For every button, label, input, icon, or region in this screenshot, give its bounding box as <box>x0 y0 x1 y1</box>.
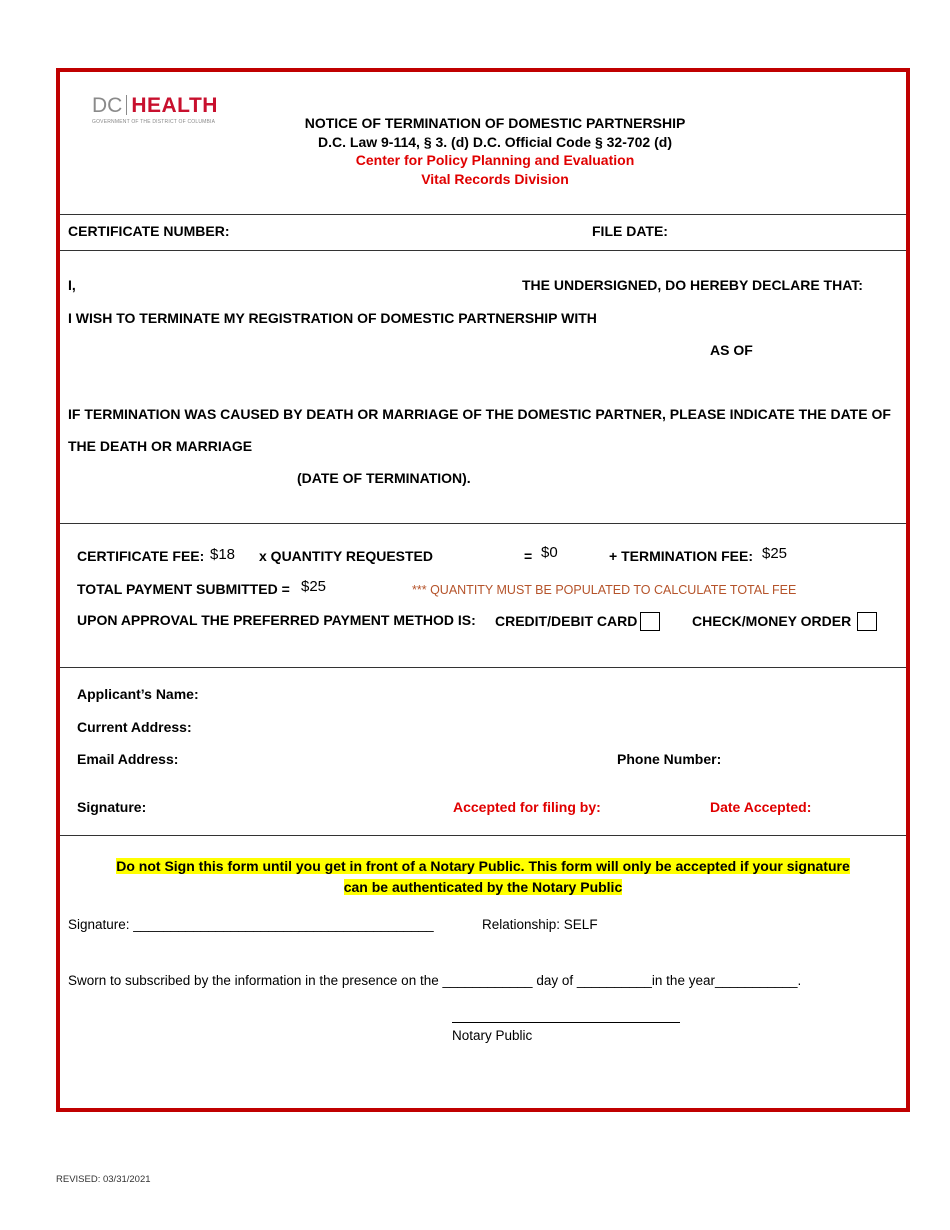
current-address-label: Current Address: <box>77 719 192 735</box>
credit-debit-label: CREDIT/DEBIT CARD <box>495 613 638 629</box>
notary-warning-line2: can be authenticated by the Notary Public <box>343 879 623 895</box>
quantity-note: *** QUANTITY MUST BE POPULATED TO CALCULATE TOTAL FEE <box>412 583 797 597</box>
accepted-for-filing-label: Accepted for filing by: <box>453 799 601 815</box>
divider <box>60 214 906 215</box>
date-of-termination-label: (DATE OF TERMINATION). <box>297 470 471 486</box>
terminate-statement: I WISH TO TERMINATE MY REGISTRATION OF DOMESTIC PARTNERSHIP WITH <box>68 310 597 326</box>
check-money-order-option[interactable] <box>692 612 877 631</box>
logo-subtitle: GOVERNMENT OF THE DISTRICT OF COLUMBIA <box>92 119 216 125</box>
equals-sign: = <box>524 548 533 564</box>
file-date-label: FILE DATE: <box>592 223 668 239</box>
signature-label: Signature: <box>77 799 147 815</box>
form-frame <box>56 68 910 1112</box>
notary-signature-line: Signature: ________________________________________ <box>68 917 434 932</box>
divider <box>60 523 906 524</box>
divider <box>60 667 906 668</box>
applicant-name-label: Applicant’s Name: <box>77 686 199 702</box>
credit-debit-checkbox[interactable] <box>640 612 660 631</box>
certificate-fee-value: $18 <box>210 546 236 563</box>
center-name: Center for Policy Planning and Evaluation <box>355 152 635 168</box>
i-label: I, <box>68 277 76 293</box>
notary-warning <box>70 856 896 898</box>
as-of-label: AS OF <box>710 342 753 358</box>
logo-divider <box>126 95 127 115</box>
termination-fee-label: + TERMINATION FEE: <box>609 548 754 564</box>
quantity-requested-label: x QUANTITY REQUESTED <box>259 548 433 564</box>
check-money-order-checkbox[interactable] <box>857 612 877 631</box>
form-law-reference: D.C. Law 9-114, § 3. (d) D.C. Official Code § 32-702 (d) <box>318 133 672 150</box>
death-marriage-label: THE DEATH OR MARRIAGE <box>68 438 253 454</box>
dc-health-logo <box>92 94 218 125</box>
notary-warning-line1: Do not Sign this form until you get in front of a Notary Public. This form will only be accepted if your signature <box>116 858 850 874</box>
check-money-order-label: CHECK/MONEY ORDER <box>692 613 852 629</box>
payment-method-label: UPON APPROVAL THE PREFERRED PAYMENT METHOD IS: <box>77 612 476 628</box>
subtotal-value: $0 <box>541 544 558 561</box>
division-name: Vital Records Division <box>421 170 569 187</box>
sworn-statement: Sworn to subscribed by the information in the presence on the ____________ day of __________in the year___________. <box>68 973 802 988</box>
divider <box>60 250 906 251</box>
divider <box>60 835 906 836</box>
total-payment-value: $25 <box>301 578 327 595</box>
relationship-label: Relationship: SELF <box>482 917 598 932</box>
revised-date: REVISED: 03/31/2021 <box>56 1174 151 1185</box>
certificate-fee-label: CERTIFICATE FEE: <box>77 548 205 564</box>
phone-number-label: Phone Number: <box>617 751 722 767</box>
email-address-label: Email Address: <box>77 751 179 767</box>
logo-dc-text: DC <box>92 94 123 117</box>
form-title: NOTICE OF TERMINATION OF DOMESTIC PARTNERSHIP <box>304 115 686 131</box>
form-header <box>250 114 740 188</box>
logo-health-text: HEALTH <box>131 94 218 117</box>
total-payment-label: TOTAL PAYMENT SUBMITTED = <box>77 581 290 597</box>
credit-debit-option[interactable] <box>495 612 660 631</box>
undersigned-declaration: THE UNDERSIGNED, DO HEREBY DECLARE THAT: <box>522 277 863 293</box>
date-accepted-label: Date Accepted: <box>710 799 812 815</box>
termination-fee-value: $25 <box>762 545 788 562</box>
notary-signature-rule <box>452 1022 680 1023</box>
certificate-number-label: CERTIFICATE NUMBER: <box>68 223 230 239</box>
notary-public-label: Notary Public <box>452 1028 533 1043</box>
death-marriage-instruction: IF TERMINATION WAS CAUSED BY DEATH OR MARRIAGE OF THE DOMESTIC PARTNER, PLEASE INDICATE THE DATE OF <box>68 406 891 422</box>
